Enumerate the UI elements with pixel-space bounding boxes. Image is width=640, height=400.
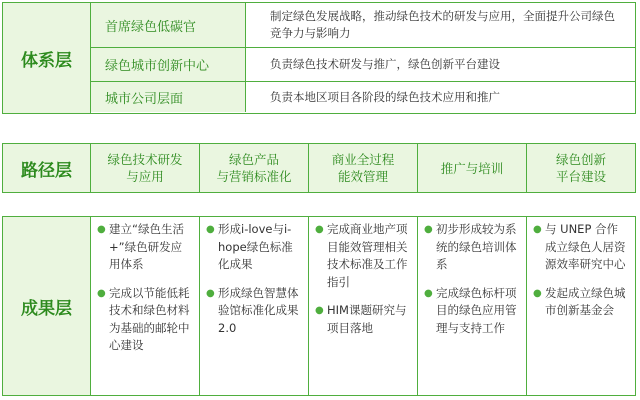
path-column: 绿色产品 与营销标准化 — [199, 144, 308, 192]
result-item-text: HIM课题研究与项目落地 — [327, 303, 407, 335]
result-item-text: 初步形成较为系统的绿色培训体系 — [436, 222, 517, 271]
result-item-text: 形成绿色智慧体验馆标准化成果2.0 — [218, 285, 299, 335]
result-column — [526, 217, 635, 395]
bullet-icon: ● — [206, 224, 215, 235]
system-row — [91, 47, 635, 81]
result-item — [97, 285, 193, 355]
result-item-text: 建立“绿色生活+”绿色研发应用体系 — [109, 222, 184, 271]
result-layer-table — [2, 216, 636, 396]
result-item-text: 完成以节能低耗技术和绿色材料为基础的邮轮中心建设 — [109, 285, 190, 352]
system-row — [91, 3, 635, 47]
result-item-text: 完成商业地产项目能效管理相关技术标准及工作指引 — [327, 222, 408, 289]
result-item-text: 完成绿色标杆项目的绿色应用管理与支持工作 — [436, 285, 517, 335]
system-row-desc: 负责绿色技术研发与推广，绿色创新平台建设 — [270, 57, 500, 71]
bullet-icon: ● — [424, 287, 433, 299]
bullet-icon: ● — [315, 305, 324, 316]
result-layer-label: 成果层 — [3, 217, 91, 395]
path-column: 绿色创新 平台建设 — [526, 144, 635, 192]
path-column: 推广与培训 — [417, 144, 526, 192]
system-layer-table — [2, 2, 636, 114]
result-column — [417, 217, 526, 395]
result-item — [206, 221, 302, 274]
path-column: 绿色技术研发 与应用 — [91, 144, 199, 192]
result-item-text: 发起成立绿色城市创新基金会 — [545, 285, 626, 317]
system-row — [91, 81, 635, 112]
bullet-icon: ● — [97, 287, 106, 299]
bullet-icon: ● — [533, 287, 542, 299]
result-item — [315, 302, 411, 337]
system-row-desc: 负责本地区项目各阶段的绿色技术应用和推广 — [270, 89, 500, 104]
result-column — [308, 217, 417, 395]
system-row-name: 首席绿色低碳官 — [91, 3, 246, 47]
result-item — [533, 221, 629, 274]
bullet-icon: ● — [424, 224, 433, 235]
result-item — [97, 221, 193, 274]
system-row-desc: 制定绿色发展战略，推动绿色技术的研发与应用，全面提升公司绿色竞争力与影响力 — [270, 9, 615, 40]
result-item-text: 与 UNEP 合作成立绿色人居资源效率研究中心 — [545, 222, 626, 271]
system-layer-label: 体系层 — [3, 3, 91, 113]
path-column: 商业全过程 能效管理 — [308, 144, 417, 192]
result-item — [424, 285, 520, 338]
system-row-name: 绿色城市创新中心 — [91, 48, 246, 81]
result-item — [315, 221, 411, 291]
result-column — [91, 217, 199, 395]
result-item — [206, 285, 302, 338]
result-column — [199, 217, 308, 395]
path-layer-table — [2, 143, 636, 193]
path-layer-label: 路径层 — [3, 144, 91, 192]
bullet-icon: ● — [315, 224, 324, 235]
result-item — [533, 285, 629, 320]
bullet-icon: ● — [206, 287, 215, 299]
bullet-icon: ● — [97, 224, 106, 235]
bullet-icon: ● — [533, 224, 542, 235]
system-row-name: 城市公司层面 — [91, 82, 246, 112]
result-item — [424, 221, 520, 274]
result-item-text: 形成i-love与i-hope绿色标准化成果 — [218, 222, 293, 271]
